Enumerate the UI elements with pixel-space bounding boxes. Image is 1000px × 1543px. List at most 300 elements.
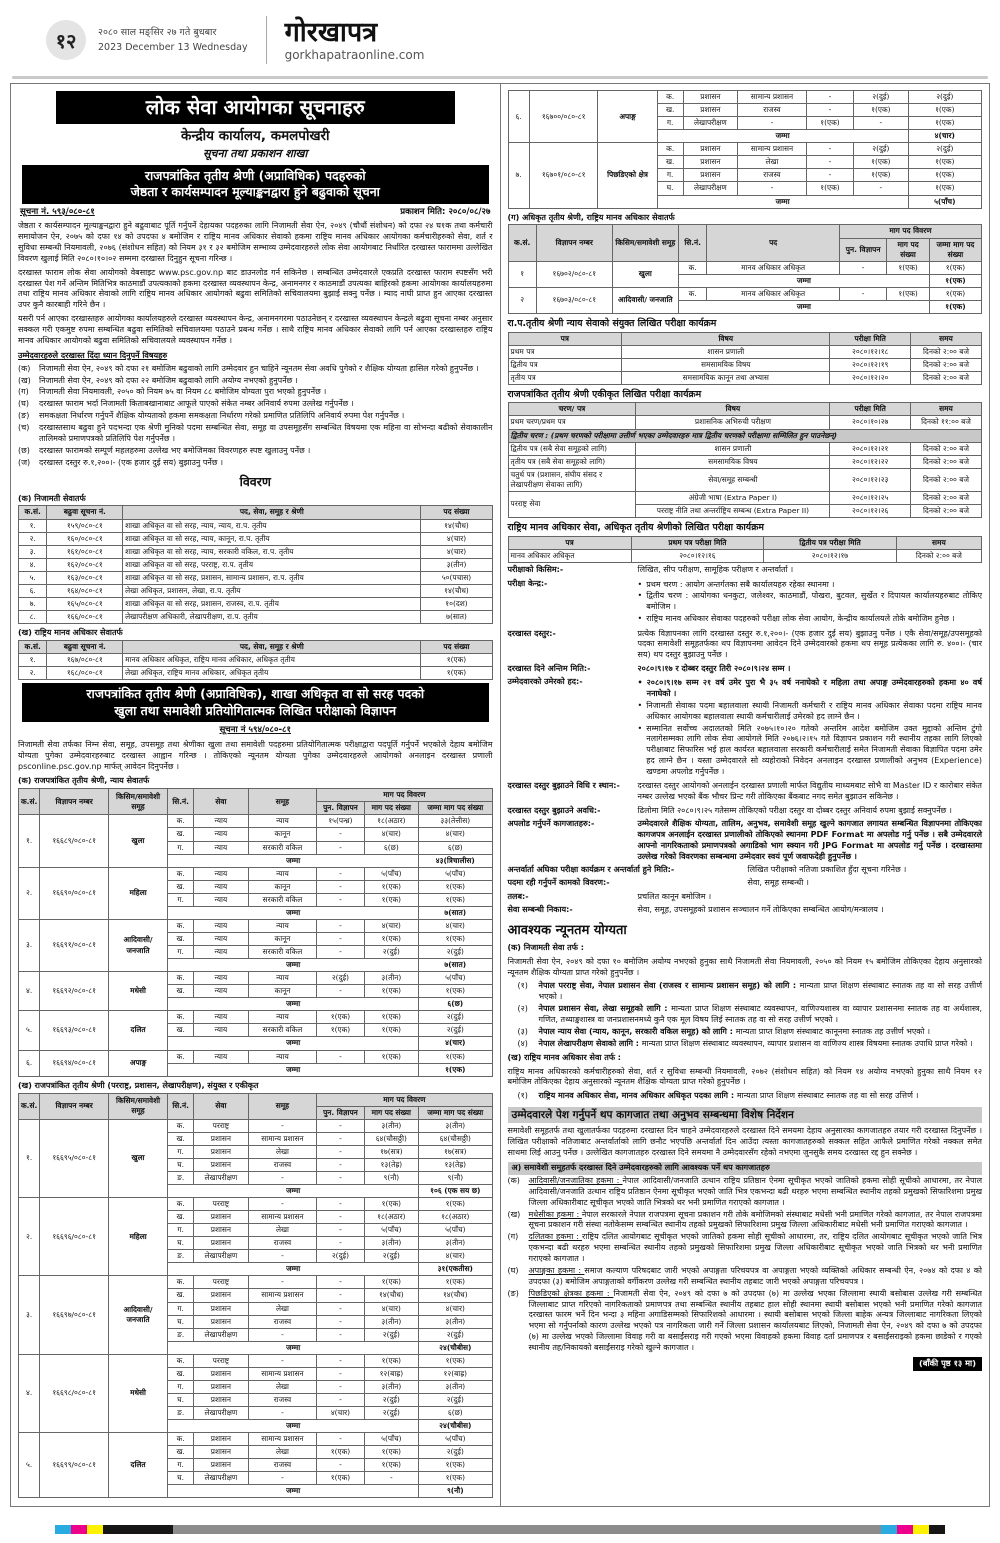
table-cell: न्याय xyxy=(194,1011,248,1024)
total-label: जम्मा xyxy=(168,998,419,1011)
bullet-item xyxy=(638,678,983,700)
table-cell: - xyxy=(317,1145,364,1158)
table-cell: प्रशासन xyxy=(194,1132,248,1145)
serial-cell: ७. xyxy=(508,143,529,208)
column-header: पद xyxy=(707,225,840,261)
table-cell: १६४/०८०-८१ xyxy=(47,584,123,597)
bullet-text: सम्मानित सर्वोच्च अदालतको मिति २०७५।१०।२० गतेको अन्तरिम आदेश बमोजिम उक्त मुद्दाको अन्तिम टुंगो नलागेसम्मका लागि लोक सेवा आयोगले मिति २०७६।२।१५ गते विज्ञापन प्रकाशन गरी स्थानीय तहका लागि लिएको परीक्षाबाट सिफारिस भई हाल कार्यरत बहालवाला सरकारी कर्मचारीलाई समेत निजामती सेवाका विज्ञापित पदमा उमेर हद लाग्ने छैन । यस्ता उम्मेदवारले सो व्यहोराको निवेदन अनलाइन दरखास्त प्रणालीको अनुभव (Experience) खण्डमा अपलोड गर्नुपर्नेछ । xyxy=(646,723,982,777)
table-cell: सरकारी वकिल xyxy=(248,946,317,959)
attention-list xyxy=(18,364,493,469)
table-cell: - xyxy=(806,169,853,182)
table-cell: २०८०।१२।२१ xyxy=(830,442,910,455)
table-cell: - xyxy=(248,1276,317,1289)
item-label: (ग) xyxy=(18,387,29,397)
table-cell: सरकारी वकिल xyxy=(248,1024,317,1037)
advt-table-joint-continued xyxy=(508,90,983,209)
table-cell: ५(पाँच) xyxy=(419,972,492,985)
table-cell: - xyxy=(317,1459,364,1472)
table-cell: दिनको २:०० बजे xyxy=(910,442,981,455)
info-text: सेवा, समूह सम्बन्धी । xyxy=(747,878,809,888)
table-cell: १७(सत्र) xyxy=(419,1145,492,1158)
table-cell: १२(बाह्र) xyxy=(364,1367,418,1380)
table-cell: ६(छ) xyxy=(364,841,418,854)
table-cell: ४(चार) xyxy=(419,1250,492,1263)
total-label: जम्मा xyxy=(657,195,908,208)
table-cell: क. xyxy=(168,1354,194,1367)
item-label: (१) xyxy=(517,981,528,991)
table-cell: ङ. xyxy=(168,1171,194,1184)
column-header: प्रथम पत्र परीक्षा मिति xyxy=(631,536,764,549)
table-cell: ३(तीन) xyxy=(364,972,418,985)
table-cell: प्रशासन xyxy=(683,169,737,182)
table-cell: २(दुई) xyxy=(854,91,908,104)
table-cell: राजस्व xyxy=(248,1315,317,1328)
table-cell: - xyxy=(317,828,364,841)
table-cell: २(दुई) xyxy=(908,91,981,104)
special-instructions-heading: उम्मेदवारले पेश गर्नुपर्ने थप कागजात तथा अनुभव सम्बन्धमा विशेष निर्देशन xyxy=(508,1107,983,1123)
table-cell: - xyxy=(317,1237,364,1250)
table-cell: २. xyxy=(19,532,47,545)
table-cell: २(दुई) xyxy=(317,1250,364,1263)
category-cell: खुला xyxy=(612,261,678,287)
table-cell: प्रशासन xyxy=(194,1224,248,1237)
total-value: १(एक) xyxy=(929,274,981,287)
table-cell: शाखा अधिकृत वा सो सरह, परराष्ट्र, रा.प. तृतीय xyxy=(123,558,421,571)
info-item xyxy=(508,565,983,576)
advt-no-cell: १६६९३/०८०-८१ xyxy=(40,1011,109,1050)
table-cell: ६(छ) xyxy=(419,841,492,854)
table-cell: - xyxy=(317,932,364,945)
table-row xyxy=(19,545,493,558)
table-cell: प्रशासन xyxy=(194,1289,248,1302)
table-cell: १(एक) xyxy=(364,1050,418,1063)
info-term: अपलोड गर्नुपर्ने कागजातहरु:- xyxy=(507,819,595,829)
column-header: पद, सेवा, समूह र श्रेणी xyxy=(123,640,421,653)
item-text: निजामती सेवा ऐन, २०४९ को दफा २२ बमोजिम बढुवाको लागि अयोग्य नभएको हुनुपर्नेछ । xyxy=(39,375,298,385)
advt-label-joint: (ख) राजपत्रांकित तृतीय श्रेणी (परराष्ट्र, प्रशासन, लेखापरीक्षण), संयुक्त र एकीकृत xyxy=(18,1080,259,1090)
table-cell: ख. xyxy=(168,1024,194,1037)
column-header: किसिम/समावेशी समूह xyxy=(108,1093,167,1119)
table-cell: लेखा xyxy=(248,1224,317,1237)
color-swatch xyxy=(87,1525,103,1534)
table-cell: सामान्य प्रशासन xyxy=(248,1132,317,1145)
advt-no-cell: १६६९६/०८०-८१ xyxy=(40,1198,109,1276)
bullet-icon: • xyxy=(637,579,643,589)
table-header-row xyxy=(19,1093,493,1106)
item-text: राष्ट्रिय मानव अधिकार सेवा, मानव अधिकार अधिकृत पदका लागि : मान्यता प्राप्त शिक्षण संस्थाबाट स्नातक तह वा सो सरह उत्तिर्ण । xyxy=(538,1091,919,1101)
column-header: जम्मा माग पद संख्या xyxy=(419,1106,492,1119)
table-cell: ४(चार) xyxy=(364,828,418,841)
qualification-b-intro: राष्ट्रिय मानव अधिकारको कर्मचारीहरुको सेवा, शर्त र सुविधा सम्बन्धी नियमावली, २०७२ (संशोधन सहित) को नियम १४ अयोग्य नभएको हुनुका साथै नियम १२ बमोजिम तोकिएका देहाय अनुसारको न्यूनतम शैक्षिक योग्यता प्राप्त गरेको हुनुपर्नेछ । xyxy=(507,1066,982,1087)
list-item xyxy=(508,1289,983,1354)
table-cell: १४(चौध) xyxy=(421,519,492,532)
item-label: (१) xyxy=(517,1091,528,1101)
table-cell: शाखा अधिकृत वा सो सरह, न्याय, न्याय, रा.प. तृतीय xyxy=(123,519,421,532)
bullet-item xyxy=(638,614,983,625)
table-cell: ३(तीन) xyxy=(421,558,492,571)
table-cell: १(एक) xyxy=(854,156,908,169)
list-item xyxy=(518,1004,983,1026)
info-term: दरखास्त दस्तुर बुझाउने अवधि:- xyxy=(507,805,601,815)
info-term: उम्मेदवारको उमेरको हद:- xyxy=(507,677,583,687)
table-cell: न्याय xyxy=(248,1011,317,1024)
advt-table xyxy=(18,788,493,1076)
table-cell: - xyxy=(317,1158,364,1171)
column-header: द्वितीय पत्र परीक्षा मिति xyxy=(764,536,897,549)
column-header: विज्ञापन नम्बर xyxy=(40,1093,109,1119)
table-cell: ५(पाँच) xyxy=(419,867,492,880)
info-item xyxy=(508,781,983,803)
table-cell: तृतीय पत्र (सबै सेवा समूहको लागि) xyxy=(508,455,636,468)
table-row xyxy=(19,919,493,932)
item-text: दरखास्त फारामको सम्पूर्ण महलहरुमा उल्लेख भए बमोजिमका विवरणहरु स्पष्ट खुलाउनु पर्नेछ । xyxy=(39,445,311,455)
table-label-nhrc: (ख) राष्ट्रिय मानव अधिकार सेवातर्फ xyxy=(18,628,123,637)
table-row xyxy=(508,442,982,455)
category-cell: पिछडिएको क्षेत्र xyxy=(598,143,657,208)
list-item xyxy=(508,1176,983,1209)
item-label: (ज) xyxy=(18,457,31,467)
table-cell: न्याय xyxy=(194,893,248,906)
column-header: समूह xyxy=(248,789,317,815)
table-cell: ख. xyxy=(168,1289,194,1302)
advt-table xyxy=(508,224,983,313)
table-cell: १४(चौध) xyxy=(419,1289,492,1302)
table-cell: - xyxy=(317,1315,364,1328)
table-cell: २(दुई) xyxy=(364,1407,418,1420)
item-label: (च) xyxy=(18,423,30,433)
details-heading: विवरण xyxy=(239,473,271,489)
total-value: ४(चार) xyxy=(419,1037,492,1050)
table-cell: ४(चार) xyxy=(419,919,492,932)
item-text: दरखास्त फाराम भर्दा निजामती किताबखानाबाट आफूले पाएको संकेत नम्बर अनिवार्य रुपमा उल्लेख गर्नुपर्नेछ । xyxy=(39,399,354,409)
table-cell: २०८०।१२।१८ xyxy=(830,345,910,358)
promotion-table-nhrc xyxy=(18,640,493,680)
table-row xyxy=(508,358,982,371)
table-cell: मानव अधिकार अधिकृत, राष्ट्रिय मानव अधिकार, अधिकृत तृतीय xyxy=(123,653,421,666)
table-cell: २(दुई) xyxy=(419,1446,492,1459)
table-cell: ३(तीन) xyxy=(419,1119,492,1132)
table-cell: लेखा अधिकृत, प्रशासन, लेखा, रा.प. तृतीय xyxy=(123,584,421,597)
table-cell: दिनको ११:०० बजे xyxy=(910,416,981,429)
total-value: ४(चार) xyxy=(908,130,981,143)
table-cell: २०८०।१०।२७ xyxy=(830,416,910,429)
table-cell: १(एक) xyxy=(929,261,981,274)
table-cell: ३(तीन) xyxy=(364,1237,418,1250)
advt-no-cell: १६७०१/०८०-८१ xyxy=(529,143,598,208)
category-cell: खुला xyxy=(108,1119,167,1197)
column-header: सि.नं. xyxy=(168,789,194,815)
table-cell: १६६/०८०-८१ xyxy=(47,610,123,623)
table-cell: प्रशासनिक अभिरुची परीक्षण xyxy=(636,416,830,429)
table-cell: न्याय xyxy=(248,1050,317,1063)
table-cell: - xyxy=(806,104,853,117)
column-header: समय xyxy=(910,403,981,416)
info-text: उम्मेदवारले शैक्षिक योग्यता, तालिम, अनुभव, समावेशी समूह खुल्ने कागजात लगायत सम्बन्धित विज्ञापनमा तोकिएका कागजपत्र अनलाईन दरखास्त प्रणालीको तोकिएको स्थानमा PDF Format मा अपलोड गर्नु पर्नेछ । सबै उम्मेदवारले आफ्नो नागरिकताको प्रमाणपत्रको अगाडिको भाग स्क्यान गरी JPG Format मा अपलोड गर्नु पर्नेछ । दरखास्तमा उल्लेख गरेको विवरणका सम्बन्धमा उम्मेदवार स्वयं पूर्ण जवाफदेही हुनुपर्नेछ । xyxy=(637,819,982,861)
info-item xyxy=(508,905,983,916)
table-cell: ३(तीन) xyxy=(419,1315,492,1328)
advt-no-cell: १६६८९/०८०-८१ xyxy=(40,815,109,867)
bullet-text: द्वितीय चरण : आयोगका धनकुटा, जलेश्वर, काठमाडौं, पोखरा, बुटवल, सुर्खेत र दिपायल कार्यालयहरुबाट तोकिए बमोजिम । xyxy=(646,591,982,612)
table-cell: ख. xyxy=(168,985,194,998)
table-cell: १(एक) xyxy=(929,287,981,300)
item-label: (ङ) xyxy=(507,1288,519,1298)
table-cell: प्रशासन xyxy=(194,1302,248,1315)
table-cell: १(एक) xyxy=(364,1198,418,1211)
table-cell: क. xyxy=(657,91,683,104)
table-cell: प्रशासन xyxy=(194,1237,248,1250)
table-cell: ग. xyxy=(168,1145,194,1158)
item-text: नेपाल परराष्ट्र सेवा, नेपाल प्रशासन सेवा (राजस्व र सामान्य प्रशासन समूह) को लागि : मान्यता प्राप्त शिक्षण संस्थाबाट स्नातक तह वा सो सरह उत्तीर्ण भएको । xyxy=(538,981,982,1002)
item-lead: नेपाल न्याय सेवा (न्याय, कानून, सरकारी वकिल समूह) को लागि : xyxy=(538,1026,736,1036)
table-cell: कानून xyxy=(248,880,317,893)
table-cell: लेखा xyxy=(248,1302,317,1315)
item-label: (४) xyxy=(517,1038,528,1048)
exam-info-list xyxy=(508,565,983,916)
qualification-heading: आवश्यक न्यूनतम योग्यता xyxy=(507,923,627,939)
table-cell: - xyxy=(806,143,853,156)
table-cell: ३(तीन) xyxy=(419,1237,492,1250)
advt-no-cell: १६६९९/०८०-८१ xyxy=(40,1433,109,1498)
table-cell: १६५/०८०-८१ xyxy=(47,597,123,610)
column-header: पुन. विज्ञापन xyxy=(839,238,886,261)
notice-meta-2 xyxy=(20,725,491,737)
exam-banner-line1: राजपत्रांकित तृतीय श्रेणी (अप्राविधिक), शाखा अधिकृत वा सो सरह पदको xyxy=(86,686,425,702)
table-cell: २०८०।१२।१७ xyxy=(764,549,897,562)
advt-no-cell: १६७००/०८०-८१ xyxy=(529,91,598,143)
table-row xyxy=(19,1354,493,1367)
table-row xyxy=(508,287,982,300)
color-swatch xyxy=(103,1525,173,1534)
bullet-text: निजामती सेवाका पदमा बहालवाला स्थायी निजामती कर्मचारी र राष्ट्रिय मानव अधिकार सेवाका पदमा राष्ट्रिय मानव अधिकार आयोगका बहालवाला स्थायी कर्मचारीलाई उमेरको हद लाग्ने छैन । xyxy=(646,700,982,721)
table-cell: ४(चार) xyxy=(364,919,418,932)
table-cell: - xyxy=(738,117,807,130)
table-cell: ३(तीन) xyxy=(364,1119,418,1132)
item-label: (ग) xyxy=(507,1232,519,1242)
table-cell: न्याय xyxy=(194,946,248,959)
table-cell: न्याय xyxy=(194,932,248,945)
column-header: पत्र xyxy=(508,536,631,549)
total-label: जम्मा xyxy=(168,1420,419,1433)
table-cell: लेखा xyxy=(248,1145,317,1158)
column-header: क.सं. xyxy=(19,789,40,815)
table-row xyxy=(19,532,493,545)
info-term: सेवा सम्बन्धी निकाय:- xyxy=(507,905,573,915)
table-cell: १(एक) xyxy=(364,1276,418,1289)
column-header: किसिम/समावेशी समूह xyxy=(612,225,678,261)
table-cell: - xyxy=(317,841,364,854)
table-cell: २०८०।१२।२० xyxy=(830,371,910,384)
advt-no-cell: १६६९७/०८०-८१ xyxy=(40,1276,109,1354)
table-cell: २(दुई) xyxy=(908,143,981,156)
continuation-wrap xyxy=(508,1357,983,1371)
total-label: जम्मा xyxy=(168,1037,419,1050)
table-cell: ७(सात) xyxy=(421,610,492,623)
table-header-row xyxy=(508,225,982,238)
table-cell: ३(तीन) xyxy=(364,1380,418,1393)
color-swatch xyxy=(897,1525,913,1534)
serial-cell: ५. xyxy=(19,1011,40,1050)
notice-number: सूचना नं. ५९३/०८०-८१ xyxy=(20,206,95,217)
column-header: क.सं. xyxy=(19,506,47,519)
page-number: १२ xyxy=(46,20,86,60)
notice-number-2: सूचना नं ५९४/०८०-८१ xyxy=(219,725,291,736)
total-value: ७(सात) xyxy=(419,906,492,919)
column-header: माग पद संख्या xyxy=(887,238,930,261)
table-cell: लेखापरीक्षण xyxy=(683,182,737,195)
advt-table xyxy=(508,90,983,209)
qualification-a-label: (क) निजामती सेवा तर्फ : xyxy=(507,942,584,952)
table-cell: ७. xyxy=(19,597,47,610)
table-cell: कानून xyxy=(248,985,317,998)
total-value: ७(सात) xyxy=(419,959,492,972)
publication-date: प्रकाशन मिति: २०८०/०८/२७ xyxy=(400,206,491,217)
table-cell: ४(चार) xyxy=(317,1407,364,1420)
table-cell: १(एक) xyxy=(419,932,492,945)
table-cell: समसामयिक कानून तथा अभ्यास xyxy=(622,371,830,384)
info-term: परीक्षा केन्द्र:- xyxy=(507,578,548,588)
table-cell: - xyxy=(248,1472,317,1485)
serial-cell: ६. xyxy=(19,1050,40,1076)
table-cell: शासन प्रणाली xyxy=(636,442,830,455)
advt-no-cell: १६७०२/०८०-८१ xyxy=(536,261,612,287)
table-cell: ख. xyxy=(168,880,194,893)
table-cell: लेखा xyxy=(248,1380,317,1393)
table-cell: ग. xyxy=(168,1380,194,1393)
table-cell: लेखापरीक्षण xyxy=(194,1472,248,1485)
table-cell: ६. xyxy=(19,584,47,597)
table-cell: शाखा अधिकृत वा सो सरह, न्याय, कानून, रा.प. तृतीय xyxy=(123,532,421,545)
table-cell: प्रशासन xyxy=(194,1367,248,1380)
bullet-text: प्रथम चरण : आयोग अन्तर्गतका सबै कार्यालयहरु रहेका स्थानमा । xyxy=(646,579,835,589)
column-header: समूह xyxy=(248,1093,317,1119)
table-cell: - xyxy=(248,1171,317,1184)
table-row xyxy=(19,519,493,532)
item-text: मधेसीका हकमा : नेपाल सरकारले नेपाल राजपत्रमा सूचना प्रकाशन गरी तोके बमोजिमको संस्थाबाट मधेसी भनी प्रमाणित गरेको कागजात, तर नेपाल राजपत्रमा सूचना प्रकाशन गरी संस्था नतोकेसम्म सम्बन्धित स्थानीय तहको प्रमुखको सिफारिशमा प्रमुख जिल्ला अधिकारीबाट मधेसी भनी प्रमाणित गराएको कागजात । xyxy=(528,1209,982,1230)
column-header: क.सं. xyxy=(508,225,536,261)
table-cell: घ. xyxy=(168,1237,194,1250)
info-term: दरखास्त दस्तुर बुझाउने विधि र स्थान:- xyxy=(507,781,620,791)
promotion-banner-line2: जेष्ठता र कार्यसम्पादन मूल्याङ्कनद्वारा हुने बढुवाको सूचना xyxy=(130,184,380,199)
table-cell: १६०/०८०-८१ xyxy=(47,532,123,545)
table-cell: मानव अधिकार अधिकृत xyxy=(508,549,631,562)
item-label: (ख) xyxy=(507,1209,521,1219)
table-cell: क. xyxy=(168,1119,194,1132)
table-cell: १६३/०८०-८१ xyxy=(47,571,123,584)
item-label: (क) xyxy=(18,363,31,373)
item-label: (छ) xyxy=(18,445,30,455)
table-cell: लेखापरीक्षण xyxy=(683,117,737,130)
table-cell: - xyxy=(317,1224,364,1237)
info-definition xyxy=(748,878,983,889)
table-cell: २०८०।१२।२५ xyxy=(830,491,910,504)
bullet-text: राष्ट्रिय मानव अधिकार सेवाका पदहरुको परीक्षा लोक सेवा आयोग, केन्द्रीय कार्यालयले तोके बमोजिम हुनेछ । xyxy=(646,614,955,624)
list-item xyxy=(18,399,493,410)
table-cell: सामान्य प्रशासन xyxy=(738,91,807,104)
masthead-website: gorkhapatraonline.com xyxy=(284,47,425,62)
schedule3-table xyxy=(508,536,983,563)
table-cell: १(एक) xyxy=(364,1011,418,1024)
header-rule xyxy=(12,76,988,79)
table-cell: २(दुई) xyxy=(364,1328,418,1341)
column-header: माग पद विवरण xyxy=(839,225,981,238)
column-header: विषय xyxy=(622,332,830,345)
table-row xyxy=(19,653,493,666)
info-definition xyxy=(638,629,983,662)
info-term: तलब:- xyxy=(507,891,529,901)
table-cell: न्याय xyxy=(248,815,317,828)
table-cell: - xyxy=(248,1250,317,1263)
table-cell: २०८०।१२।१६ xyxy=(631,549,764,562)
table-row xyxy=(508,468,982,491)
table-cell: प्रशासन xyxy=(194,1315,248,1328)
list-item xyxy=(18,411,493,422)
table-cell: ३. xyxy=(19,545,47,558)
table-cell: ख. xyxy=(657,156,683,169)
advt-no-cell: १६६९८/०८०-८१ xyxy=(40,1354,109,1432)
serial-cell: १ xyxy=(508,261,536,287)
table-header-row xyxy=(508,332,982,345)
table-cell: ङ. xyxy=(168,1250,194,1263)
item-lead: नेपाल परराष्ट्र सेवा, नेपाल प्रशासन सेवा (राजस्व र सामान्य प्रशासन समूह) को लागि : xyxy=(538,981,800,991)
table-cell: परराष्ट्र xyxy=(194,1354,248,1367)
table-row xyxy=(19,972,493,985)
serial-cell: ३. xyxy=(19,1276,40,1354)
column-header: पद, सेवा, समूह र श्रेणी xyxy=(123,506,421,519)
item-text: निजामती सेवा नियमावली, २०५० को नियम ७५ वा नियम ८८ बमोजिम योग्यता पुरा भएको हुनुपर्नेछ । xyxy=(39,387,327,397)
color-swatch xyxy=(881,1525,897,1534)
table-cell: - xyxy=(317,1354,364,1367)
table-cell: १८(अठार) xyxy=(364,815,418,828)
table-cell: क. xyxy=(168,815,194,828)
promotion-banner xyxy=(22,165,489,204)
info-term: दरखास्त दस्तुर:- xyxy=(507,628,556,638)
column-header: बढुवा सूचना नं. xyxy=(47,640,123,653)
special-instructions-paragraph: समावेशी समूहतर्फ तथा खुलातर्फका पदहरुमा दरखास्त दिन चाहने उम्मेदवारहरुले दरखास्त दिने समयमा देहाय अनुसारका कागजातहरु तयार गरी दरखास्त दिनुपर्नेछ । लिखित परीक्षाको नतिजाबाट अन्तर्वार्ताको लागि छनौट भएपछि अन्तर्वार्ता दिन आउँदा त्यस्ता कागजातहरुको सक्कल सहित आफैले प्रमाणित गरेको नक्कल समेत साथमा लिई आउनु पर्नेछ । उल्लेखित कागजातहरु दरखास्त दिने समयमा नै उम्मेदवारसँग रहेको नभएमा जुनसुकै समय दरखास्त रद्द हुन सक्नेछ । xyxy=(507,1126,982,1158)
item-lead: नेपाल लेखापरीक्षण सेवाको लागि : xyxy=(538,1038,642,1048)
list-item xyxy=(508,1210,983,1232)
column-header: माग पद संख्या xyxy=(364,1106,418,1119)
table-cell: - xyxy=(317,1289,364,1302)
table-cell: प्रशासन xyxy=(194,1459,248,1472)
total-value: ४३(त्रिचालीस) xyxy=(419,854,492,867)
table-cell: - xyxy=(317,1171,364,1184)
table-cell: दिनको २:०० बजे xyxy=(896,549,981,562)
table-cell: न्याय xyxy=(248,919,317,932)
table-cell: ३(तीन) xyxy=(419,1380,492,1393)
total-value: १(एक) xyxy=(929,300,981,313)
schedule-table xyxy=(508,402,983,518)
column-header: सेवा xyxy=(194,789,248,815)
info-text: लिखित परीक्षाको नतिजा प्रकाशित हुँदा सूचना गरिनेछ । xyxy=(747,865,907,875)
total-value: ६(छ) xyxy=(419,998,492,1011)
table-cell: प्रशासन xyxy=(194,1380,248,1393)
advt-no-cell: १६६९०/०८०-८१ xyxy=(40,867,109,919)
total-label: जम्मा xyxy=(168,854,419,867)
table-cell: १८(अठार) xyxy=(364,1211,418,1224)
table-cell: परराष्ट्र xyxy=(194,1198,248,1211)
item-text: अपाङ्गका हकमा : समाज कल्याण परिषदबाट जारी भएको अपाङ्गता परिचयपत्र वा अपाङ्गता भएको व्यक्तिको अधिकार सम्बन्धी ऐन, २०७४ को दफा ४ को उपदफा (३) बमोजिम अपाङ्गताको वर्गीकरण उल्लेख गरी सम्बन्धित स्थानीय तहबाट जारी भएको अपाङ्गता परिचयपत्र । xyxy=(528,1265,982,1286)
table-cell: २(दुई) xyxy=(364,946,418,959)
table-cell: ख. xyxy=(168,1446,194,1459)
table-cell: क. xyxy=(657,143,683,156)
table-cell: सामान्य प्रशासन xyxy=(248,1433,317,1446)
table-cell: सरकारी वकिल xyxy=(248,893,317,906)
info-item xyxy=(508,629,983,662)
color-swatch xyxy=(913,1525,929,1534)
table-cell: राजस्व xyxy=(738,104,807,117)
total-value: १(एक) xyxy=(419,1063,492,1076)
qualification-a-list xyxy=(518,981,983,1049)
